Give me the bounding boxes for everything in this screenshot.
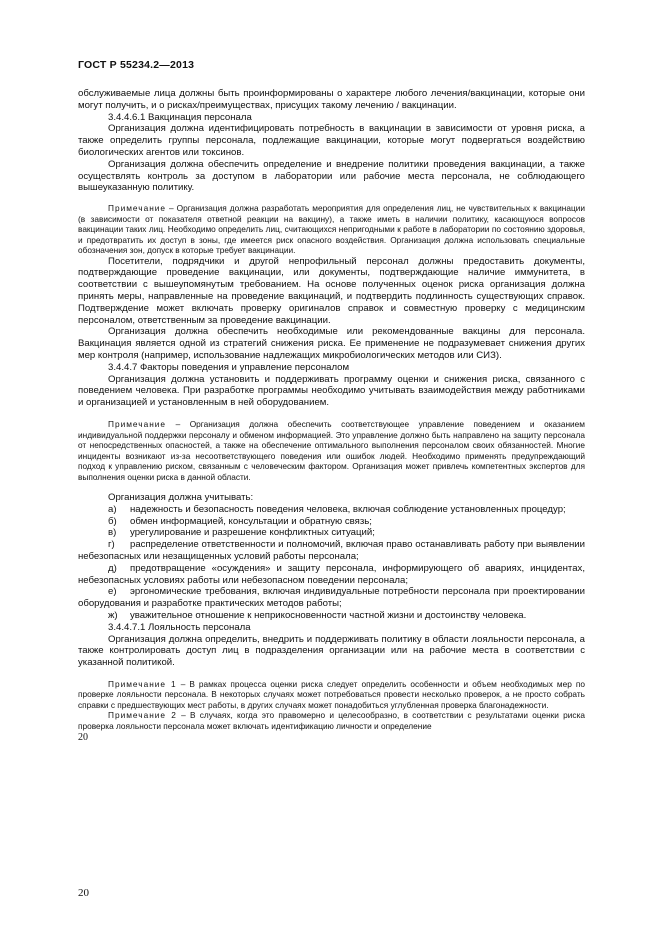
paragraph: Организация должна учитывать: <box>108 492 254 504</box>
paragraph: обслуживаемые лица должны быть проинформированы о характере любого лечения/вакцинации, которые они могут получить, и о рисках/преимуществах, присущих такому лечению / вакцинации. <box>78 88 585 111</box>
note <box>78 679 585 711</box>
paragraph: Организация должна обеспечить необходимые или рекомендованные вакцины для персонала. Вакцинация является одной из стратегий снижения риска. Ее применение не подразумевает снижения других мер контроля (например, использование надлежащих микробиологических методов или СИЗ). <box>78 326 585 362</box>
note-label: Примечание 1 <box>108 678 177 689</box>
list-marker: б) <box>108 515 117 527</box>
list-marker: д) <box>108 562 117 574</box>
note-label: Примечание <box>108 419 167 430</box>
section-heading: 3.4.4.6.1 Вакцинация персонала <box>108 111 252 123</box>
list-marker: г) <box>108 539 115 551</box>
list-item <box>78 527 585 539</box>
list-marker: в) <box>108 527 117 539</box>
note-text: – В случаях, когда это правомерно и целесообразно, в соответствии с результатами оценки риска проверка лояльности персонала может включать идентификацию личности и определение <box>78 710 586 731</box>
note-text: – В рамках процесса оценки риска следует определить особенности и объем необходимых мер по проверке лояльности персонала. В некоторых случаях может потребоваться провести несколько проверок, а не просто собрать справки с предшествующих мест работы, в других случаях может понадобиться углубленная проверка благонадежности. <box>78 678 585 710</box>
list-marker: е) <box>108 586 117 598</box>
list-item-text: предотвращение «осуждения» и защиту персонала, информирующего об авариях, инцидентах, небезопасных условиях работы или небезопасном поведении персонала; <box>78 562 585 586</box>
list-marker: а) <box>108 503 117 515</box>
list-item-text: обмен информацией, консультации и обратную связь; <box>130 515 372 527</box>
paragraph: Организация должна идентифицировать потребность в вакцинации в зависимости от уровня риска, а также определить группы персонала, подлежащие вакцинации, которые могут подвергаться воздействию биологических агентов или токсинов. <box>78 123 585 158</box>
paragraph: Организация должна обеспечить определение и внедрение политики проведения вакцинации, а также осуществлять контроль за доступом в лаборатории или рабочие места персонала, не соблюдающего вышеуказанную политику. <box>78 158 585 194</box>
list-item-text: надежность и безопасность поведения человека, включая соблюдение установленных процедур; <box>130 503 566 515</box>
list-item <box>78 563 585 587</box>
page-number: 20 <box>78 887 89 899</box>
note <box>78 203 585 256</box>
list-item-text: распределение ответственности и полномочий, включая право останавливать работу при выявлении небезопасных или незащищенных условий работы персонала; <box>78 539 585 563</box>
section-heading: 3.4.4.7 Факторы поведения и управление персоналом <box>108 361 350 373</box>
list-marker: ж) <box>108 610 118 621</box>
list-item <box>78 504 585 516</box>
note-text: – Организация должна обеспечить соответствующее управление поведением и оказанием индивидуальной поддержки персоналу и обменом информацией. Это управление должно быть направлено на защиту персонала от непосредственных опасностей, а также на обеспечение оптимального выполнения персоналом своих обязанностей. Многие инциденты возникают из-за несоответствующего поведения или ошибок людей. Необходимо применять предупреждающий подход к управлению риском, связанным с человеческим фактором. Организация может привлечь компетентных экспертов для выполнения оценки риска в данной области. <box>78 419 585 482</box>
note-label: Примечание 2 <box>108 710 177 721</box>
list-item-text: уважительное отношение к неприкосновенности частной жизни и достоинству человека. <box>130 610 527 621</box>
list-item <box>78 586 585 610</box>
list-item-text: урегулирование и разрешение конфликтных ситуаций; <box>130 527 375 539</box>
document-header: ГОСТ Р 55234.2—2013 <box>78 59 195 71</box>
paragraph: Организация должна установить и поддерживать программу оценки и снижения риска, связанного с поведением человека. При разработке программы необходимо учитывать взаимодействия между работниками и организацией и установленным в ней оборудованием. <box>78 373 585 409</box>
paragraph: Организация должна определить, внедрить и поддерживать политику в области лояльности персонала, а также контролировать доступ лиц в подразделения организации или на рабочие места в соответствии с указанной политикой. <box>78 633 585 669</box>
paragraph: Посетители, подрядчики и другой непрофильный персонал должны предоставить документы, подтверждающие проведение вакцинации, или документы, подтверждающие наличие иммунитета, в соответствии с вышеупомянутым требованием. На основе полученных оценок риска организация должна принять меры, направленные на проведение вакцинаций, и подтвердить подлинность существующих справок. Подтверждение может включать проверку оригиналов справок и совместную проверку с медицинским персоналом, ответственным за проведение вакцинации. <box>78 255 585 326</box>
section-heading: 3.4.4.7.1 Лояльность персонала <box>108 621 251 633</box>
list-item <box>78 516 585 528</box>
note-label: Примечание <box>108 203 167 214</box>
body-text <box>78 88 585 744</box>
list-item <box>78 610 585 622</box>
note <box>78 710 585 731</box>
stray-page-mark: 20 <box>78 732 88 744</box>
note <box>78 419 585 482</box>
note-text: – Организация должна разработать мероприятия для определения лиц, не чувствительных к вакцинации (в зависимости от показателя ответной реакции на вакцину), а также иметь в наличии политику, касающуюся вопросов вакцинации таких лиц. Необходимо определить лиц, считающихся непригодными к работе в лаборатории по состоянию здоровья, и предотвратить их доступ в зоны, где имеется риск опасного воздействия. Организация должна использовать специальные обозначения зон, допуск в которые требует вакцинации. <box>78 203 585 256</box>
list-item-text: эргономические требования, включая индивидуальные потребности персонала при проектировании оборудования и разработке практических методов работы; <box>78 586 585 610</box>
list-item <box>78 539 585 563</box>
